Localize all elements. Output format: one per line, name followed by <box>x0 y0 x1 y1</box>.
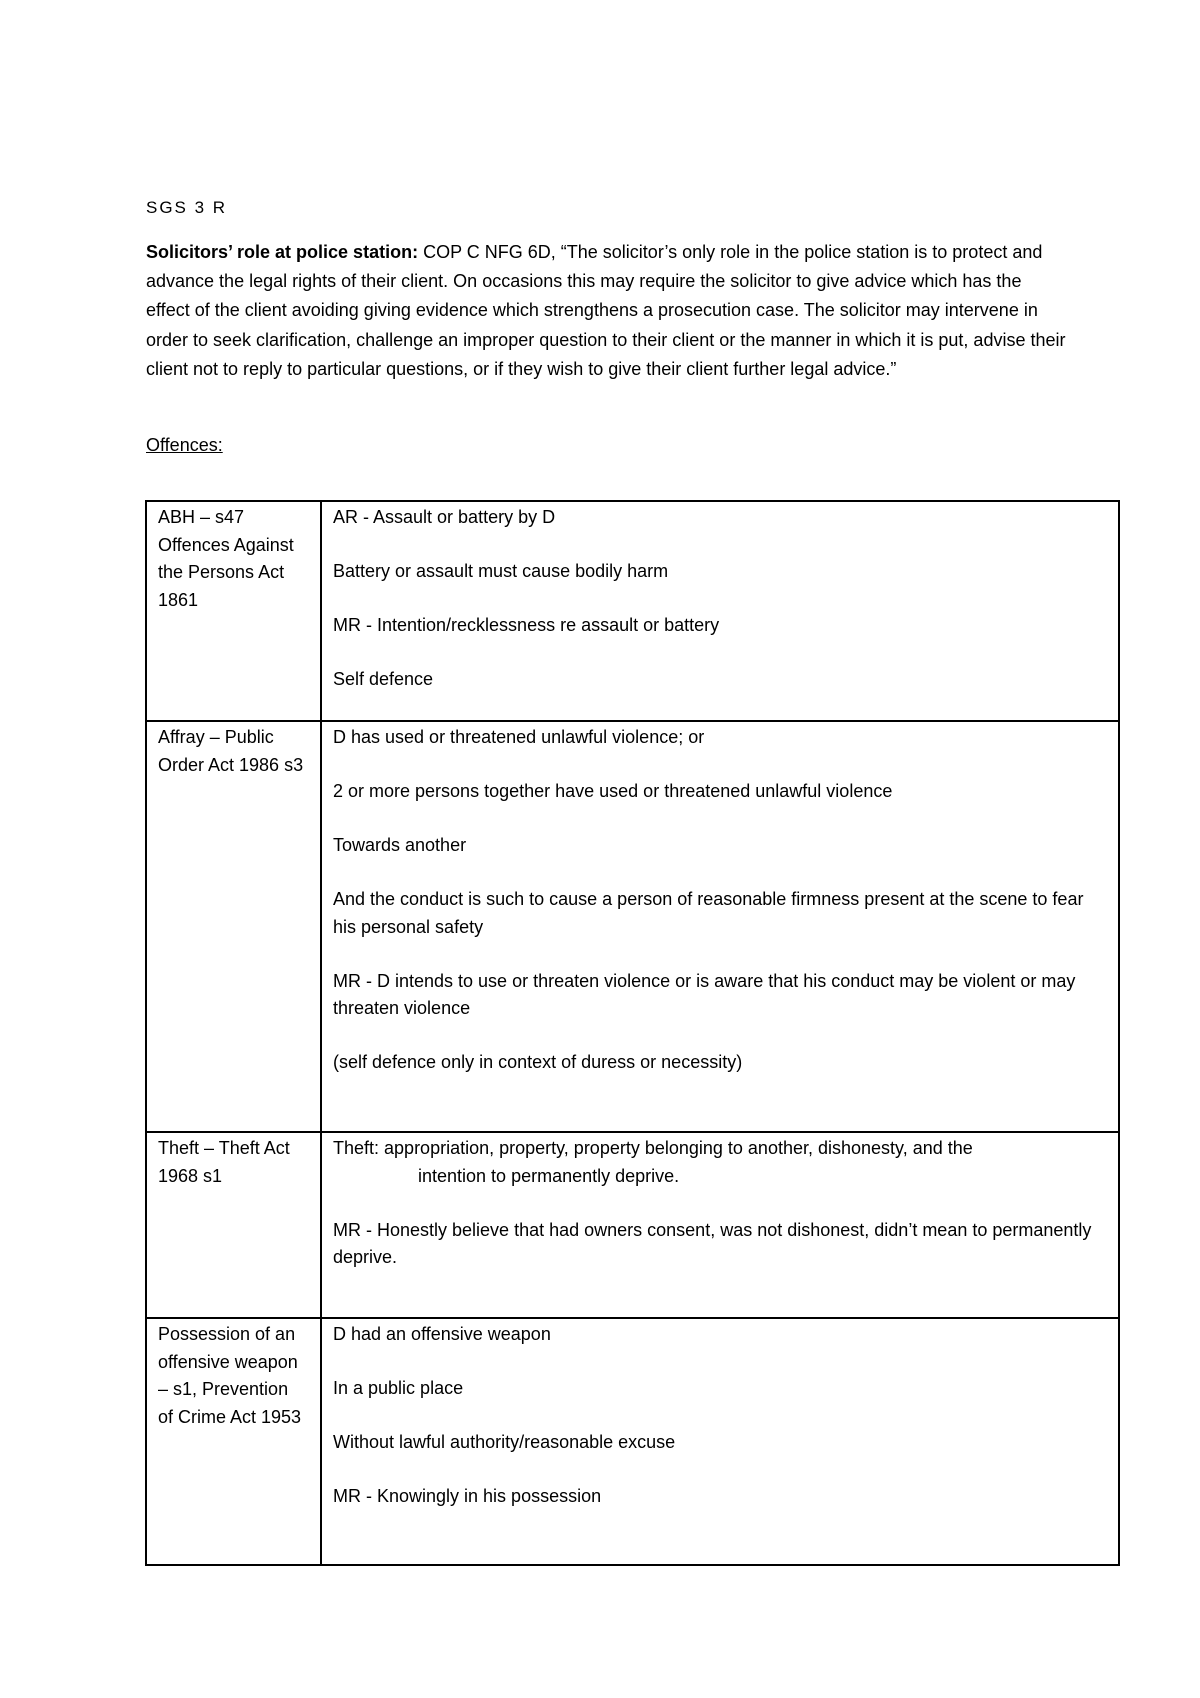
offences-table <box>145 500 1120 1566</box>
intro-lead: Solicitors’ role at police station: <box>146 242 419 262</box>
theft-definition-line2: intention to permanently deprive. <box>418 1165 680 1186</box>
offence-element: MR - Intention/recklessness re assault or battery <box>333 615 720 635</box>
offence-element: Battery or assault must cause bodily harm <box>333 561 669 581</box>
document-code: SGS 3 R <box>146 198 228 217</box>
offence-element: And the conduct is such to cause a person of reasonable firmness present at the scene to fear his personal safety <box>333 889 1084 937</box>
offence-element: Self defence <box>333 669 434 689</box>
offence-name-cell <box>146 1132 321 1318</box>
intro-citation: COP C NFG 6D, <box>423 242 556 262</box>
offence-name: Theft – Theft Act 1968 s1 <box>158 1138 290 1186</box>
table-row <box>146 1318 1119 1565</box>
offence-element: In a public place <box>333 1378 464 1398</box>
offence-element: D had an offensive weapon <box>333 1324 551 1344</box>
offence-element: MR - Honestly believe that had owners consent, was not dishonest, didn’t mean to permanently deprive. <box>333 1219 1092 1267</box>
theft-definition <box>333 1135 1106 1190</box>
offence-name-cell <box>146 721 321 1132</box>
theft-definition-line1: appropriation, property, property belonging to another, dishonesty, and the <box>379 1138 973 1158</box>
offence-element: 2 or more persons together have used or threatened unlawful violence <box>333 781 893 801</box>
offence-elements-cell <box>321 501 1119 721</box>
offence-elements-cell <box>321 721 1119 1132</box>
table-row <box>146 1132 1119 1318</box>
offence-element: MR - D intends to use or threaten violence or is aware that his conduct may be violent or may threaten violence <box>333 970 1076 1018</box>
offence-name-cell <box>146 1318 321 1565</box>
offence-element: D has used or threatened unlawful violence; or <box>333 727 705 747</box>
offence-name-cell <box>146 501 321 721</box>
theft-definition-label: Theft: <box>333 1138 380 1158</box>
offence-name: ABH – s47 Offences Against the Persons Act 1861 <box>158 507 294 610</box>
offence-element: Towards another <box>333 835 467 855</box>
table-row <box>146 721 1119 1132</box>
offence-element: AR - Assault or battery by D <box>333 507 556 527</box>
offence-elements-cell <box>321 1318 1119 1565</box>
offence-element: MR - Knowingly in his possession <box>333 1486 602 1506</box>
offence-element: (self defence only in context of duress or necessity) <box>333 1052 743 1072</box>
offences-heading: Offences: <box>146 435 223 455</box>
offence-name: Possession of an offensive weapon – s1, Prevention of Crime Act 1953 <box>158 1324 302 1427</box>
intro-paragraph <box>146 238 1066 384</box>
intro-quote: “The solicitor’s only role in the police station is to protect and advance the legal rights of their client. On occasions this may require the solicitor to give advice which has the effect of the client avoiding giving evidence which strengthens a prosecution case. The solicitor may intervene in order to seek clarification, challenge an improper question to their client or the manner in which it is put, advise their client not to reply to particular questions, or if they wish to give their client further legal advice.” <box>146 242 1066 379</box>
offence-element: Without lawful authority/reasonable excuse <box>333 1432 676 1452</box>
offence-elements-cell <box>321 1132 1119 1318</box>
offence-name: Affray – Public Order Act 1986 s3 <box>158 727 304 775</box>
table-row <box>146 501 1119 721</box>
